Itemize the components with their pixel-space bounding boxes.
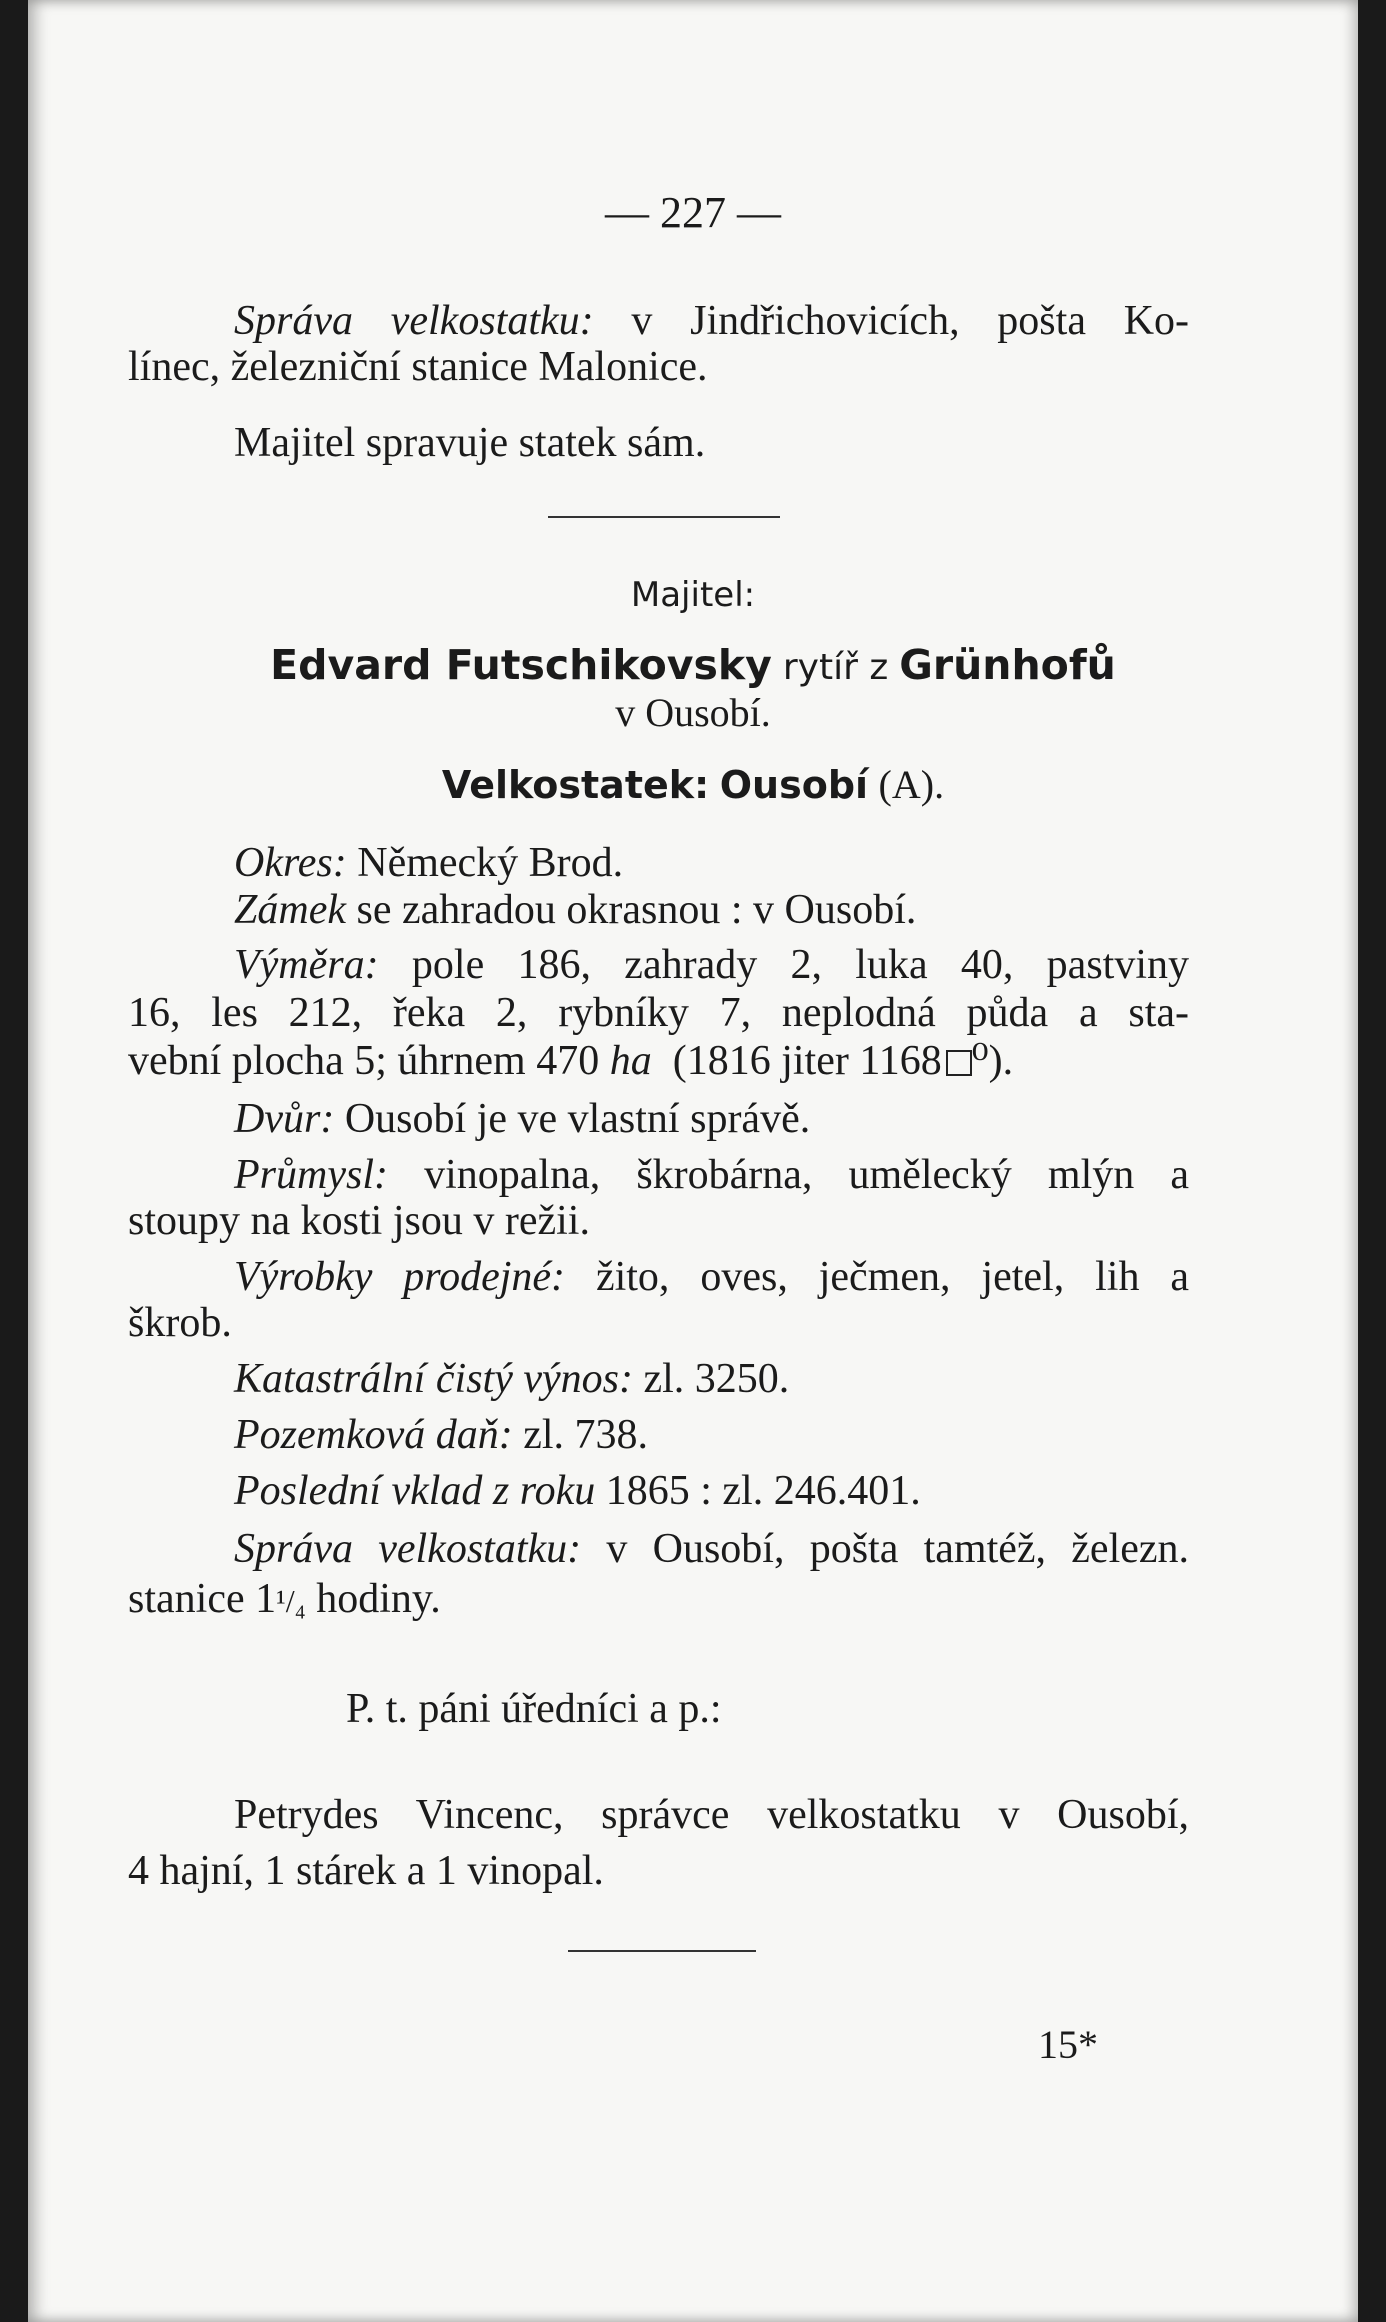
sprava2-line2-a: stanice 1 bbox=[128, 1576, 277, 1622]
zamek-entry bbox=[234, 885, 916, 935]
dvur-entry bbox=[234, 1094, 810, 1144]
zamek-label: Zámek bbox=[234, 887, 346, 933]
end-divider bbox=[568, 1950, 756, 1952]
vklad-value: 1865 : zl. 246.401. bbox=[605, 1468, 921, 1514]
estate-heading-row bbox=[28, 760, 1358, 810]
sprava-line1-text: v Jindřichovicích, pošta Ko- bbox=[631, 298, 1190, 344]
sprava2-line-2 bbox=[128, 1574, 441, 1626]
katastr-value: zl. 3250. bbox=[643, 1356, 790, 1402]
vymera-line3-b: (1816 jiter 1168 bbox=[672, 1038, 942, 1084]
dvur-value: Ousobí je ve vlastní správě. bbox=[344, 1096, 811, 1142]
vyrobky-label: Výrobky prodejné: bbox=[234, 1254, 566, 1300]
owner-residence: v Ousobí. bbox=[615, 690, 771, 735]
vyrobky-line-1 bbox=[234, 1252, 1189, 1302]
officials-heading: P. t. páni úředníci a p.: bbox=[346, 1686, 722, 1732]
dan-value: zl. 738. bbox=[523, 1412, 649, 1458]
katastr-label: Katastrální čistý výnos: bbox=[234, 1356, 633, 1402]
vymera-line-2: 16, les 212, řeka 2, rybníky 7, neplodná půda a sta- bbox=[128, 990, 1189, 1036]
owner-residence-row bbox=[28, 688, 1358, 738]
owner-name: Edvard Futschikovsky bbox=[270, 641, 772, 689]
vyrobky-line1-text: žito, oves, ječmen, jetel, lih a bbox=[595, 1254, 1190, 1300]
owner-title-word: rytíř z bbox=[782, 647, 889, 688]
vymera-label: Výměra: bbox=[234, 942, 379, 988]
estate-label: Velkostatek: bbox=[441, 763, 710, 807]
estate-type: (A). bbox=[878, 762, 945, 807]
owner-manages-text: Majitel spravuje statek sám. bbox=[234, 420, 706, 466]
okres-entry bbox=[234, 838, 623, 888]
prumysl-line-1 bbox=[234, 1150, 1189, 1200]
page-number: — 227 — bbox=[605, 188, 781, 237]
square-symbol-icon bbox=[946, 1050, 972, 1076]
officials-line-1: Petrydes Vincenc, správce velkostatku v Ousobí, bbox=[234, 1792, 1189, 1838]
signature-mark: 15* bbox=[1038, 2022, 1098, 2067]
sprava2-label: Správa velkostatku: bbox=[234, 1526, 582, 1572]
dan-entry bbox=[234, 1410, 648, 1460]
vyrobky-line-2: škrob. bbox=[128, 1300, 232, 1346]
vymera-line1-text: pole 186, zahrady 2, luka 40, pastviny bbox=[411, 942, 1190, 988]
vklad-label: Poslední vklad z roku bbox=[234, 1468, 596, 1514]
sprava-label: Správa velkostatku: bbox=[234, 298, 594, 344]
owner-label: Majitel: bbox=[630, 575, 756, 615]
owner-house: Grünhofů bbox=[899, 641, 1116, 689]
sprava2-fraction: ¹/₄ bbox=[276, 1583, 306, 1619]
vklad-entry bbox=[234, 1466, 921, 1516]
vymera-line3-c: ⁰). bbox=[971, 1038, 1014, 1084]
section-divider bbox=[548, 516, 780, 518]
sprava2-line2-b: hodiny. bbox=[316, 1576, 441, 1622]
prumysl-line-2: stoupy na kosti jsou v režii. bbox=[128, 1198, 590, 1244]
okres-value: Německý Brod. bbox=[357, 840, 624, 886]
sprava2-line-1 bbox=[234, 1524, 1189, 1574]
prumysl-label: Průmysl: bbox=[234, 1152, 388, 1198]
vymera-line3-a: vební plocha 5; úhrnem 470 bbox=[128, 1038, 600, 1084]
dvur-label: Dvůr: bbox=[234, 1096, 335, 1142]
owner-name-row bbox=[28, 640, 1358, 693]
prumysl-line1-text: vinopalna, škrobárna, umělecký mlýn a bbox=[424, 1152, 1189, 1198]
officials-line-2: 4 hajní, 1 stárek a 1 vinopal. bbox=[128, 1848, 604, 1894]
sprava2-line1-text: v Ousobí, pošta tamtéž, železn. bbox=[606, 1526, 1190, 1572]
vymera-line-3 bbox=[128, 1036, 1189, 1086]
dan-label: Pozemková daň: bbox=[234, 1412, 513, 1458]
estate-name: Ousobí bbox=[719, 763, 869, 807]
owner-label-row bbox=[28, 570, 1358, 620]
vymera-line-1 bbox=[234, 940, 1189, 990]
sprava-line-1 bbox=[234, 296, 1189, 346]
katastr-entry bbox=[234, 1354, 789, 1404]
page-number-row bbox=[28, 188, 1358, 238]
zamek-value: se zahradou okrasnou : v Ousobí. bbox=[356, 887, 917, 933]
okres-label: Okres: bbox=[234, 840, 347, 886]
book-page bbox=[28, 0, 1358, 2322]
vymera-unit: ha bbox=[609, 1038, 652, 1084]
sprava-line-2: línec, železniční stanice Malonice. bbox=[128, 344, 708, 390]
